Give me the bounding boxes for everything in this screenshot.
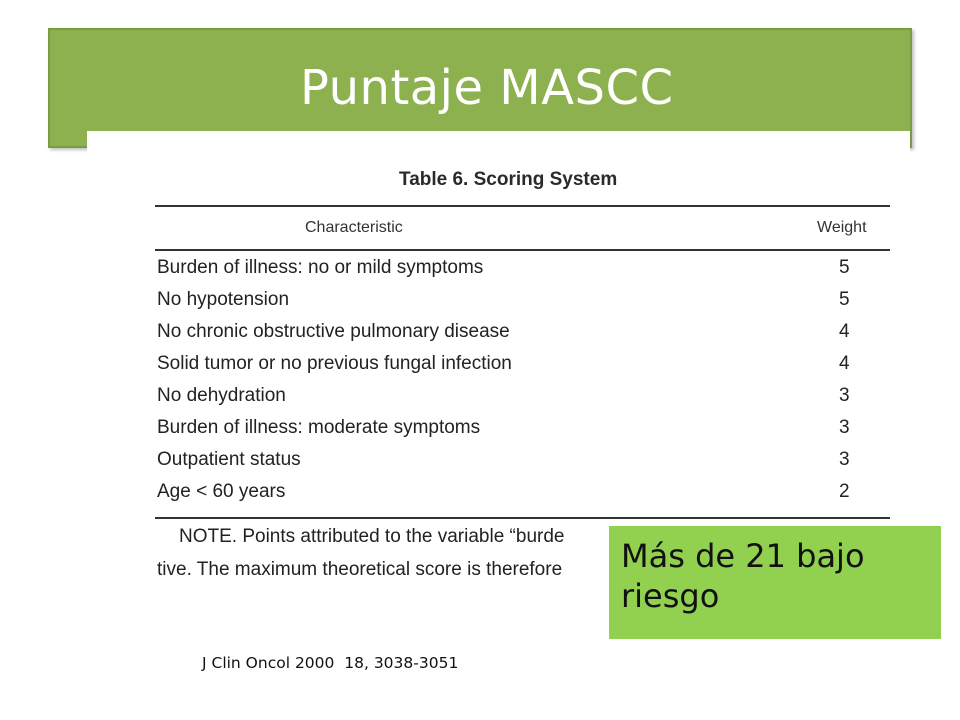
table-row — [157, 385, 857, 415]
row-characteristic: Outpatient status — [157, 449, 301, 470]
row-weight: 5 — [839, 257, 850, 278]
column-header-characteristic: Characteristic — [305, 219, 403, 236]
table-note-line-1: NOTE. Points attributed to the variable “burde — [179, 526, 565, 547]
row-weight: 3 — [839, 385, 850, 406]
low-risk-callout: Más de 21 bajo riesgo — [609, 526, 941, 639]
row-characteristic: Burden of illness: no or mild symptoms — [157, 257, 484, 278]
slide-title: Puntaje MASCC — [300, 60, 674, 116]
row-weight: 3 — [839, 417, 850, 438]
title-bar — [48, 28, 912, 148]
table-top-rule — [155, 205, 890, 207]
row-weight: 4 — [839, 353, 850, 374]
row-characteristic: No hypotension — [157, 289, 290, 310]
row-weight: 4 — [839, 321, 850, 342]
table-row — [157, 353, 857, 383]
row-characteristic: No chronic obstructive pulmonary disease — [157, 321, 510, 342]
table-note-line-2: tive. The maximum theoretical score is therefore — [157, 559, 563, 580]
table-bottom-rule — [155, 517, 890, 519]
citation: J Clin Oncol 2000 18, 3038-3051 — [202, 654, 459, 672]
column-header-weight: Weight — [817, 219, 867, 236]
row-characteristic: No dehydration — [157, 385, 286, 406]
table-row — [157, 417, 857, 447]
table-row — [157, 481, 857, 511]
row-characteristic: Solid tumor or no previous fungal infection — [157, 353, 512, 374]
table-caption: Table 6. Scoring System — [399, 169, 618, 190]
table-row — [157, 257, 857, 287]
scoring-table — [87, 131, 910, 591]
table-row — [157, 449, 857, 479]
row-weight: 3 — [839, 449, 850, 470]
table-row — [157, 321, 857, 351]
row-weight: 2 — [839, 481, 850, 502]
table-row — [157, 289, 857, 319]
row-characteristic: Burden of illness: moderate symptoms — [157, 417, 481, 438]
row-characteristic: Age < 60 years — [157, 481, 286, 502]
row-weight: 5 — [839, 289, 850, 310]
table-header-rule — [155, 249, 890, 251]
